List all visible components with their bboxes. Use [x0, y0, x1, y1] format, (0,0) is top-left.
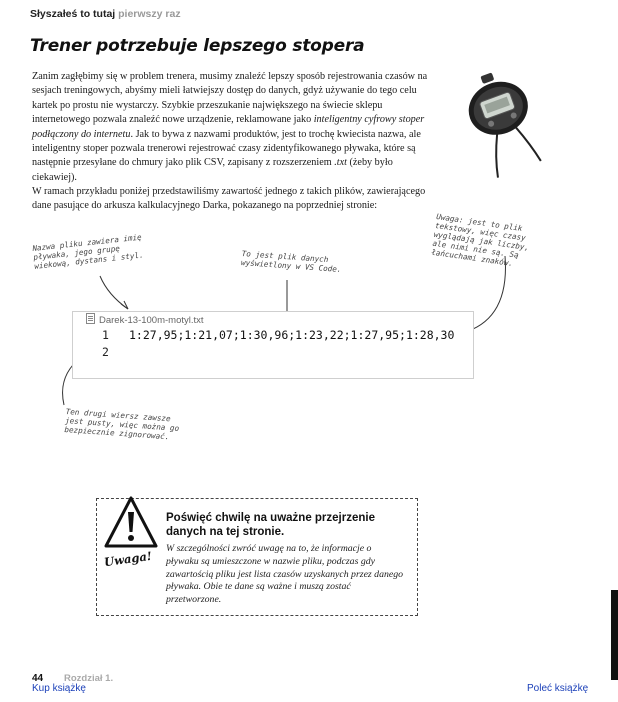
warning-triangle-icon	[103, 494, 159, 550]
page-number: 44	[32, 673, 44, 684]
editor-tab[interactable]	[86, 313, 204, 326]
example-paragraph: W ramach przykładu poniżej przedstawiliśmy zawartość jednego z takich plików, zawierającego dane pasujące do arkusza kalkulacyjnego Darka, pokazanego na poprzedniej stronie:	[32, 186, 426, 212]
warning-badge: Uwaga!	[103, 548, 153, 570]
text-file-annotation: Uwaga: jest to plik tekstowy, więc czasy wyglądają jak liczby, ale nimi nie są. Są łańcuchami znaków.	[430, 212, 530, 269]
recommend-book-link[interactable]: Poleć książkę	[527, 683, 589, 694]
editor-tab-label: Darek-13-100m-motyl.txt	[99, 315, 204, 326]
file-icon	[86, 313, 95, 324]
line-number-2: 2	[102, 345, 109, 359]
line-number-1: 1	[102, 328, 109, 342]
intro-paragraph: Zanim zagłębimy się w problem trenera, musimy znaleźć lepszy sposób rejestrowania czasów na sesjach treningowych, abyśmy mieli łatwiejszy dostęp do danych, gdyż używanie do tego celu kartek po prostu nie wystarczy. Szybkie przeszukanie największego na świecie sklepu internetowego pozwala znaleźć nowe urządzenie, reklamowane jako inteligentny cyfrowy stoper podłączony do internetu. Jak to bywa z nazwami produktów, jest to trochę kwiecista nazwa, ale inteligentny stoper pozwala trenerowi rejestrować czasy zidentyfikowanego pływaka, które są następnie przesyłane do chmury jako plik CSV, zapisany z rozszerzeniem .txt (żeby było ciekawiej).	[32, 71, 428, 183]
code-line-1: 1:27,95;1:21,07;1:30,96;1:23,22;1:27,95;1:28,30	[129, 328, 455, 342]
filename-annotation: Nazwa pliku zawiera imię pływaka, jego grupę wiekową, dystans i styl.	[32, 232, 144, 271]
edge-thumb-tab	[611, 590, 618, 680]
buy-book-link[interactable]: Kup książkę	[32, 683, 86, 694]
warning-heading: Poświęć chwilę na uważne przejrzenie danych na tej stronie.	[166, 512, 375, 538]
running-subtitle: pierwszy raz	[118, 8, 181, 20]
arrow-to-filename	[100, 276, 128, 309]
empty-line-annotation: Ten drugi wiersz zawsze jest pusty, więc można go bezpiecznie zignorować.	[64, 407, 180, 442]
chapter-label: Rozdział 1.	[64, 673, 114, 684]
running-title: Słyszałeś to tutaj	[30, 8, 116, 20]
vscode-annotation: To jest plik danych wyświetlony w VS Code.	[240, 249, 342, 274]
section-title: Trener potrzebuje lepszego stopera	[30, 36, 365, 56]
warning-text: W szczególności zwróć uwagę na to, że informacje o pływaku są umieszczone w nazwie pliku, podczas gdy zawartością pliku jest lista czasów uzyskanych przez danego pływaka. Obie te dane są ważne i muszą zostać przetworzone.	[166, 543, 404, 606]
